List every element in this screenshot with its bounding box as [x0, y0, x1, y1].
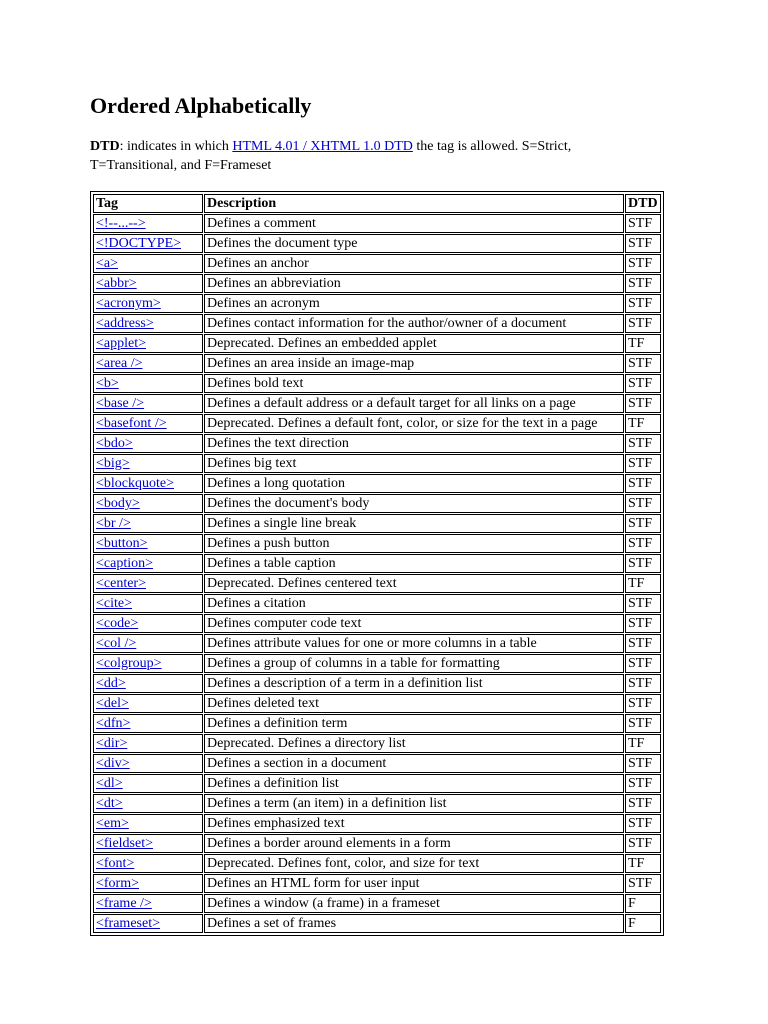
description-cell: Defines a single line break: [204, 514, 624, 533]
tag-cell: [93, 314, 203, 333]
dtd-cell: STF: [625, 474, 661, 493]
tag-link[interactable]: <dt>: [96, 796, 123, 811]
tag-cell: [93, 574, 203, 593]
description-cell: Defines an area inside an image-map: [204, 354, 624, 373]
tag-cell: [93, 654, 203, 673]
description-cell: Deprecated. Defines a default font, color, or size for the text in a page: [204, 414, 624, 433]
tag-link[interactable]: <big>: [96, 456, 130, 471]
description-cell: Deprecated. Defines an embedded applet: [204, 334, 624, 353]
tag-cell: [93, 734, 203, 753]
tag-link[interactable]: <font>: [96, 856, 135, 871]
dtd-cell: STF: [625, 454, 661, 473]
tag-cell: [93, 354, 203, 373]
tag-cell: [93, 634, 203, 653]
table-row: [93, 694, 661, 713]
dtd-cell: TF: [625, 414, 661, 433]
description-cell: Defines big text: [204, 454, 624, 473]
tag-link[interactable]: <!DOCTYPE>: [96, 236, 182, 251]
dtd-link[interactable]: HTML 4.01 / XHTML 1.0 DTD: [232, 139, 413, 154]
table-row: [93, 654, 661, 673]
dtd-cell: STF: [625, 614, 661, 633]
tag-table-frame: [90, 191, 664, 936]
tag-cell: [93, 534, 203, 553]
tag-cell: [93, 334, 203, 353]
tag-link[interactable]: <base />: [96, 396, 145, 411]
tag-link[interactable]: <em>: [96, 816, 129, 831]
tag-cell: [93, 294, 203, 313]
dtd-cell: STF: [625, 794, 661, 813]
table-row: [93, 334, 661, 353]
table-row: [93, 834, 661, 853]
table-row: [93, 294, 661, 313]
dtd-cell: STF: [625, 394, 661, 413]
dtd-cell: STF: [625, 254, 661, 273]
dtd-cell: STF: [625, 274, 661, 293]
description-cell: Defines a long quotation: [204, 474, 624, 493]
dtd-cell: STF: [625, 714, 661, 733]
tag-cell: [93, 214, 203, 233]
description-cell: Defines emphasized text: [204, 814, 624, 833]
description-cell: Defines an abbreviation: [204, 274, 624, 293]
tag-cell: [93, 434, 203, 453]
dtd-cell: STF: [625, 234, 661, 253]
tag-cell: [93, 514, 203, 533]
table-row: [93, 534, 661, 553]
table-row: [93, 214, 661, 233]
tag-cell: [93, 674, 203, 693]
dtd-label: DTD: [90, 139, 120, 154]
table-row: [93, 754, 661, 773]
tag-link[interactable]: <applet>: [96, 336, 146, 351]
tag-link[interactable]: <caption>: [96, 556, 153, 571]
tag-link[interactable]: <del>: [96, 696, 129, 711]
tag-cell: [93, 274, 203, 293]
table-row: [93, 774, 661, 793]
tag-link[interactable]: <frame />: [96, 896, 152, 911]
table-row: [93, 254, 661, 273]
description-cell: Defines a push button: [204, 534, 624, 553]
description-cell: Defines attribute values for one or more columns in a table: [204, 634, 624, 653]
table-row: [93, 274, 661, 293]
table-header-row: [93, 194, 661, 213]
description-cell: Defines the text direction: [204, 434, 624, 453]
table-row: [93, 634, 661, 653]
dtd-cell: STF: [625, 214, 661, 233]
table-row: [93, 474, 661, 493]
tag-link[interactable]: <bdo>: [96, 436, 133, 451]
description-cell: Defines a definition list: [204, 774, 624, 793]
description-cell: Defines a citation: [204, 594, 624, 613]
table-row: [93, 574, 661, 593]
description-cell: Defines a table caption: [204, 554, 624, 573]
table-row: [93, 674, 661, 693]
tag-link[interactable]: <abbr>: [96, 276, 137, 291]
table-row: [93, 314, 661, 333]
description-cell: Defines a default address or a default target for all links on a page: [204, 394, 624, 413]
dtd-cell: TF: [625, 854, 661, 873]
tag-link[interactable]: <button>: [96, 536, 148, 551]
table-row: [93, 554, 661, 573]
tag-cell: [93, 414, 203, 433]
intro-text-after: the tag is allowed. S=Strict, T=Transitional, and F=Frameset: [90, 139, 572, 173]
intro-text-before: : indicates in which: [119, 139, 233, 154]
table-row: [93, 854, 661, 873]
tag-link[interactable]: <a>: [96, 256, 119, 271]
dtd-cell: F: [625, 894, 661, 913]
tag-link[interactable]: <acronym>: [96, 296, 161, 311]
dtd-cell: STF: [625, 514, 661, 533]
description-cell: Defines a window (a frame) in a frameset: [204, 894, 624, 913]
dtd-cell: STF: [625, 434, 661, 453]
description-cell: Defines a definition term: [204, 714, 624, 733]
tag-link[interactable]: <colgroup>: [96, 656, 162, 671]
table-row: [93, 874, 661, 893]
description-cell: Defines an HTML form for user input: [204, 874, 624, 893]
table-row: [93, 614, 661, 633]
tag-cell: [93, 394, 203, 413]
tag-cell: [93, 914, 203, 933]
description-cell: Defines an anchor: [204, 254, 624, 273]
dtd-cell: STF: [625, 554, 661, 573]
dtd-cell: STF: [625, 674, 661, 693]
table-row: [93, 514, 661, 533]
dtd-cell: STF: [625, 494, 661, 513]
tag-cell: [93, 234, 203, 253]
table-row: [93, 374, 661, 393]
tag-link[interactable]: <dir>: [96, 736, 128, 751]
header-tag: Tag: [93, 194, 203, 213]
description-cell: Defines contact information for the author/owner of a document: [204, 314, 624, 333]
tag-cell: [93, 594, 203, 613]
description-cell: Defines an acronym: [204, 294, 624, 313]
tag-link[interactable]: <form>: [96, 876, 140, 891]
tag-cell: [93, 694, 203, 713]
tag-link[interactable]: <b>: [96, 376, 119, 391]
dtd-cell: STF: [625, 634, 661, 653]
tag-cell: [93, 454, 203, 473]
table-row: [93, 894, 661, 913]
tag-link[interactable]: <col />: [96, 636, 137, 651]
dtd-cell: TF: [625, 574, 661, 593]
tag-link[interactable]: <frameset>: [96, 916, 160, 931]
table-row: [93, 234, 661, 253]
tag-cell: [93, 474, 203, 493]
description-cell: Defines a comment: [204, 214, 624, 233]
dtd-cell: STF: [625, 294, 661, 313]
dtd-cell: TF: [625, 734, 661, 753]
header-dtd: DTD: [625, 194, 661, 213]
tag-cell: [93, 754, 203, 773]
dtd-cell: STF: [625, 594, 661, 613]
tag-cell: [93, 794, 203, 813]
dtd-cell: STF: [625, 354, 661, 373]
tag-link[interactable]: <basefont />: [96, 416, 167, 431]
tag-link[interactable]: <dl>: [96, 776, 123, 791]
description-cell: Deprecated. Defines centered text: [204, 574, 624, 593]
description-cell: Defines the document type: [204, 234, 624, 253]
tag-cell: [93, 774, 203, 793]
description-cell: Defines computer code text: [204, 614, 624, 633]
description-cell: Defines a section in a document: [204, 754, 624, 773]
description-cell: Defines a group of columns in a table for formatting: [204, 654, 624, 673]
tag-cell: [93, 374, 203, 393]
dtd-cell: TF: [625, 334, 661, 353]
table-row: [93, 434, 661, 453]
dtd-cell: STF: [625, 314, 661, 333]
table-row: [93, 594, 661, 613]
tag-cell: [93, 854, 203, 873]
table-row: [93, 734, 661, 753]
description-cell: Defines a term (an item) in a definition list: [204, 794, 624, 813]
dtd-cell: STF: [625, 534, 661, 553]
table-row: [93, 394, 661, 413]
description-cell: Defines a border around elements in a form: [204, 834, 624, 853]
tag-link[interactable]: <dfn>: [96, 716, 131, 731]
tag-cell: [93, 894, 203, 913]
header-description: Description: [204, 194, 624, 213]
tag-link[interactable]: <body>: [96, 496, 140, 511]
tag-cell: [93, 874, 203, 893]
table-row: [93, 354, 661, 373]
dtd-cell: STF: [625, 774, 661, 793]
dtd-cell: F: [625, 914, 661, 933]
dtd-cell: STF: [625, 374, 661, 393]
table-row: [93, 494, 661, 513]
dtd-cell: STF: [625, 754, 661, 773]
dtd-cell: STF: [625, 834, 661, 853]
table-row: [93, 914, 661, 933]
intro-paragraph: [90, 137, 650, 175]
tag-link[interactable]: <!--...-->: [96, 216, 146, 231]
tag-cell: [93, 614, 203, 633]
description-cell: Defines bold text: [204, 374, 624, 393]
dtd-cell: STF: [625, 874, 661, 893]
tag-link[interactable]: <area />: [96, 356, 143, 371]
tag-link[interactable]: <div>: [96, 756, 130, 771]
dtd-cell: STF: [625, 694, 661, 713]
description-cell: Defines deleted text: [204, 694, 624, 713]
dtd-cell: STF: [625, 814, 661, 833]
tag-table: [92, 193, 662, 934]
tag-link[interactable]: <fieldset>: [96, 836, 153, 851]
tag-cell: [93, 814, 203, 833]
tag-link[interactable]: <dd>: [96, 676, 126, 691]
description-cell: Defines a set of frames: [204, 914, 624, 933]
tag-cell: [93, 714, 203, 733]
table-row: [93, 794, 661, 813]
page-title: Ordered Alphabetically: [90, 93, 312, 118]
table-row: [93, 714, 661, 733]
description-cell: Defines a description of a term in a definition list: [204, 674, 624, 693]
table-row: [93, 814, 661, 833]
tag-cell: [93, 834, 203, 853]
tag-link[interactable]: <blockquote>: [96, 476, 174, 491]
tag-cell: [93, 254, 203, 273]
tag-link[interactable]: <address>: [96, 316, 154, 331]
description-cell: Deprecated. Defines font, color, and size for text: [204, 854, 624, 873]
tag-link[interactable]: <cite>: [96, 596, 132, 611]
dtd-cell: STF: [625, 654, 661, 673]
tag-link[interactable]: <code>: [96, 616, 139, 631]
tag-cell: [93, 554, 203, 573]
description-cell: Defines the document's body: [204, 494, 624, 513]
description-cell: Deprecated. Defines a directory list: [204, 734, 624, 753]
tag-link[interactable]: <br />: [96, 516, 131, 531]
tag-cell: [93, 494, 203, 513]
table-row: [93, 414, 661, 433]
tag-link[interactable]: <center>: [96, 576, 146, 591]
table-row: [93, 454, 661, 473]
